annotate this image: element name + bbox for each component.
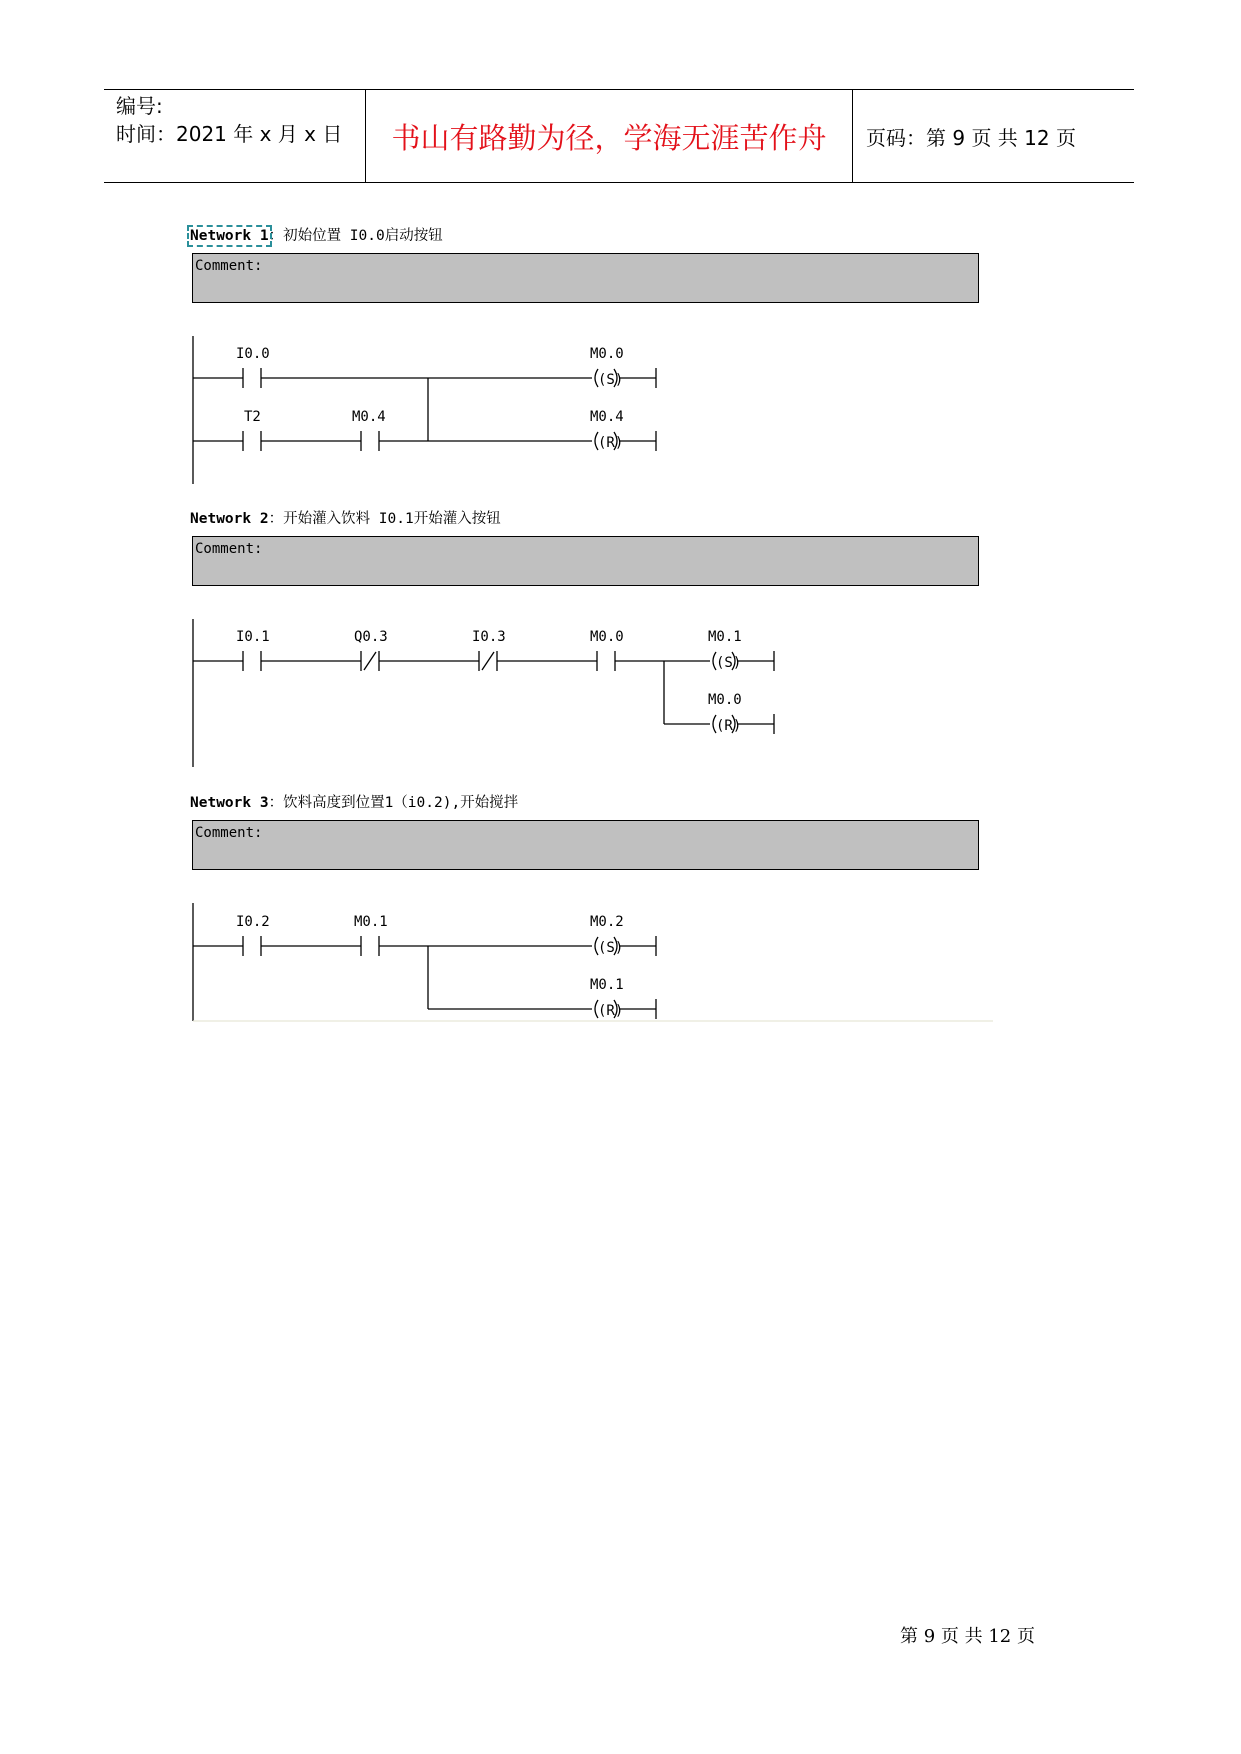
network-2-label[interactable]: Network 2 xyxy=(190,511,269,527)
coil-label: M0.0 xyxy=(590,346,624,362)
comment-label: Comment: xyxy=(195,541,263,557)
coil-type: (R) xyxy=(598,435,624,451)
time-label: 时间：2021 年 x 月 x 日 xyxy=(116,122,343,146)
header-page-info: 页码：第 9 页 共 12 页 xyxy=(866,126,1076,150)
contact-label: Q0.3 xyxy=(354,629,388,645)
coil-type: (S) xyxy=(598,940,624,956)
serial-label: 编号: xyxy=(116,94,163,118)
motto-text: 书山有路勤为径，学海无涯苦作舟 xyxy=(391,120,827,155)
coil-label: M0.0 xyxy=(708,692,742,708)
network-1-label[interactable]: Network 1 xyxy=(190,228,269,244)
contact-label: I0.1 xyxy=(236,629,270,645)
contact-label: I0.3 xyxy=(472,629,506,645)
coil-label: M0.2 xyxy=(590,914,624,930)
network-2-desc: ：开始灌入饮料 I0.1开始灌入按钮 xyxy=(268,511,501,527)
comment-label: Comment: xyxy=(195,825,263,841)
network-3-desc: ：饮料高度到位置1（i0.2),开始搅拌 xyxy=(268,795,519,811)
coil-label: M0.1 xyxy=(590,977,624,993)
contact-label: T2 xyxy=(244,409,261,425)
contact-label: M0.1 xyxy=(354,914,388,930)
coil-type: (R) xyxy=(716,718,742,734)
contact-label: I0.2 xyxy=(236,914,270,930)
coil-label: M0.1 xyxy=(708,629,742,645)
coil-type: (R) xyxy=(598,1003,624,1019)
contact-label: M0.4 xyxy=(352,409,386,425)
comment-label: Comment: xyxy=(195,258,263,274)
contact-label: M0.0 xyxy=(590,629,624,645)
coil-label: M0.4 xyxy=(590,409,624,425)
coil-type: (S) xyxy=(598,372,624,388)
coil-type: (S) xyxy=(716,655,742,671)
network-3-label[interactable]: Network 3 xyxy=(190,795,269,811)
network-1-desc: ：初始位置 I0.0启动按钮 xyxy=(268,228,443,244)
contact-label: I0.0 xyxy=(236,346,270,362)
page-footer: 第 9 页 共 12 页 xyxy=(900,1626,1035,1647)
